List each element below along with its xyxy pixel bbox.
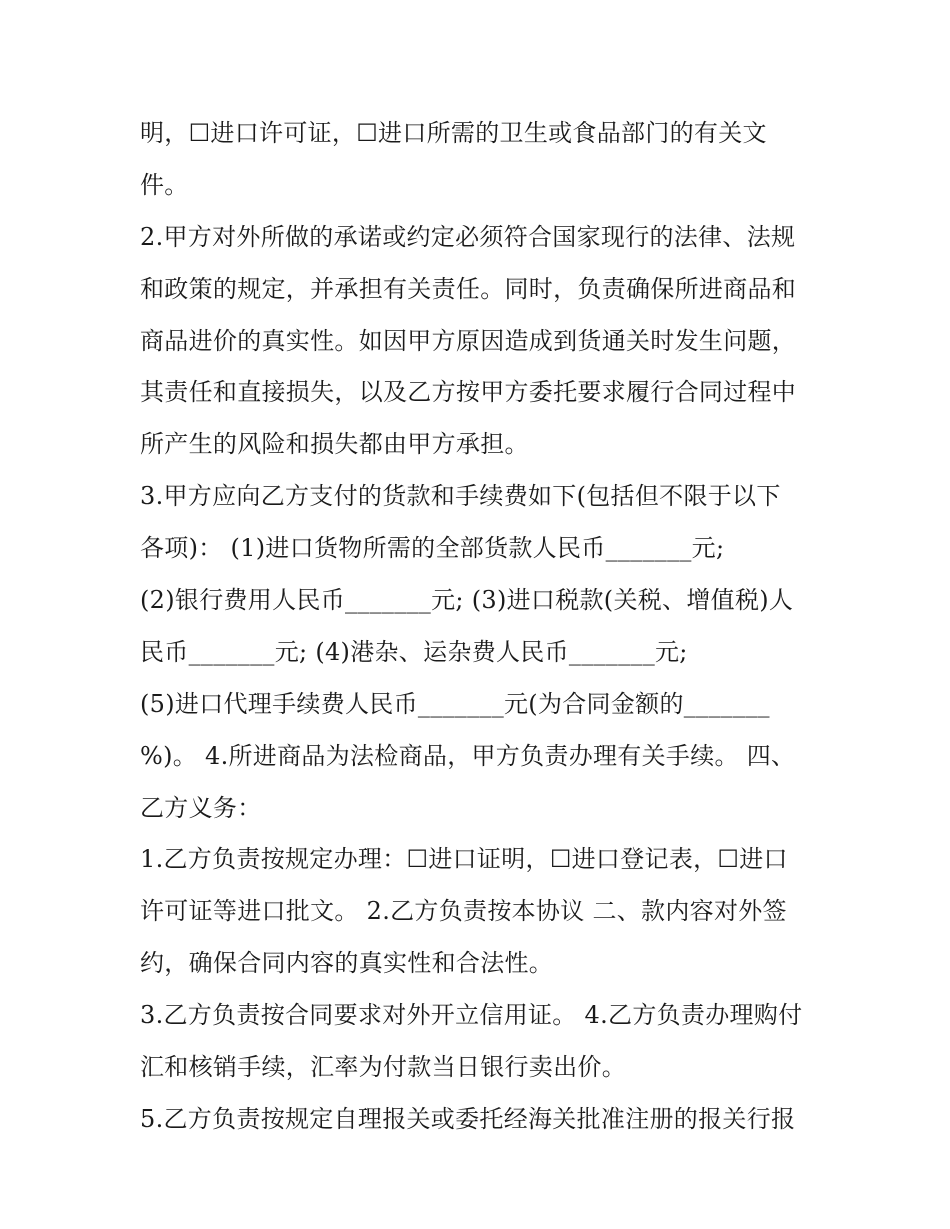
text-line: 许可证等进口批文。 2.乙方负责按本协议 二、款内容对外签 — [140, 897, 787, 926]
text-line: 乙方义务： — [140, 793, 262, 822]
text-line: 所产生的风险和损失都由甲方承担。 — [140, 430, 529, 459]
text-line: (5)进口代理手续费人民币_______元(为合同金额的_______ — [140, 689, 770, 718]
text-line: 汇和核销手续，汇率为付款当日银行卖出价。 — [140, 1053, 626, 1082]
text-line: (2)银行费用人民币_______元; (3)进口税款(关税、增值税)人 — [140, 586, 794, 615]
text-line: 民币_______元; (4)港杂、运杂费人民币_______元; — [140, 637, 688, 666]
text-line: 和政策的规定，并承担有关责任。同时，负责确保所进商品和 — [140, 274, 797, 303]
text-line: 约，确保合同内容的真实性和合法性。 — [140, 949, 554, 978]
text-line: 3.乙方负责按合同要求对外开立信用证。 4.乙方负责办理购付 — [140, 1001, 803, 1030]
text-line: 件。 — [140, 170, 189, 199]
text-line: 各项)： (1)进口货物所需的全部货款人民币_______元; — [140, 534, 725, 563]
text-line: 3.甲方应向乙方支付的货款和手续费如下(包括但不限于以下 — [140, 482, 781, 511]
text-line: 2.甲方对外所做的承诺或约定必须符合国家现行的法律、法规 — [140, 222, 796, 251]
text-line: 明，☐进口许可证，☐进口所需的卫生或食品部门的有关文 — [140, 119, 767, 147]
contract-body-text — [140, 108, 820, 1146]
text-line: 其责任和直接损失，以及乙方按甲方委托要求履行合同过程中 — [140, 378, 797, 407]
text-line: 商品进价的真实性。如因甲方原因造成到货通关时发生问题， — [140, 326, 797, 355]
text-line: 5.乙方负责按规定自理报关或委托经海关批准注册的报关行报 — [140, 1104, 796, 1133]
text-line: 1.乙方负责按规定办理：☐进口证明，☐进口登记表，☐进口 — [140, 845, 788, 874]
text-line: %)。 4.所进商品为法检商品，甲方负责办理有关手续。 四、 — [140, 741, 796, 770]
